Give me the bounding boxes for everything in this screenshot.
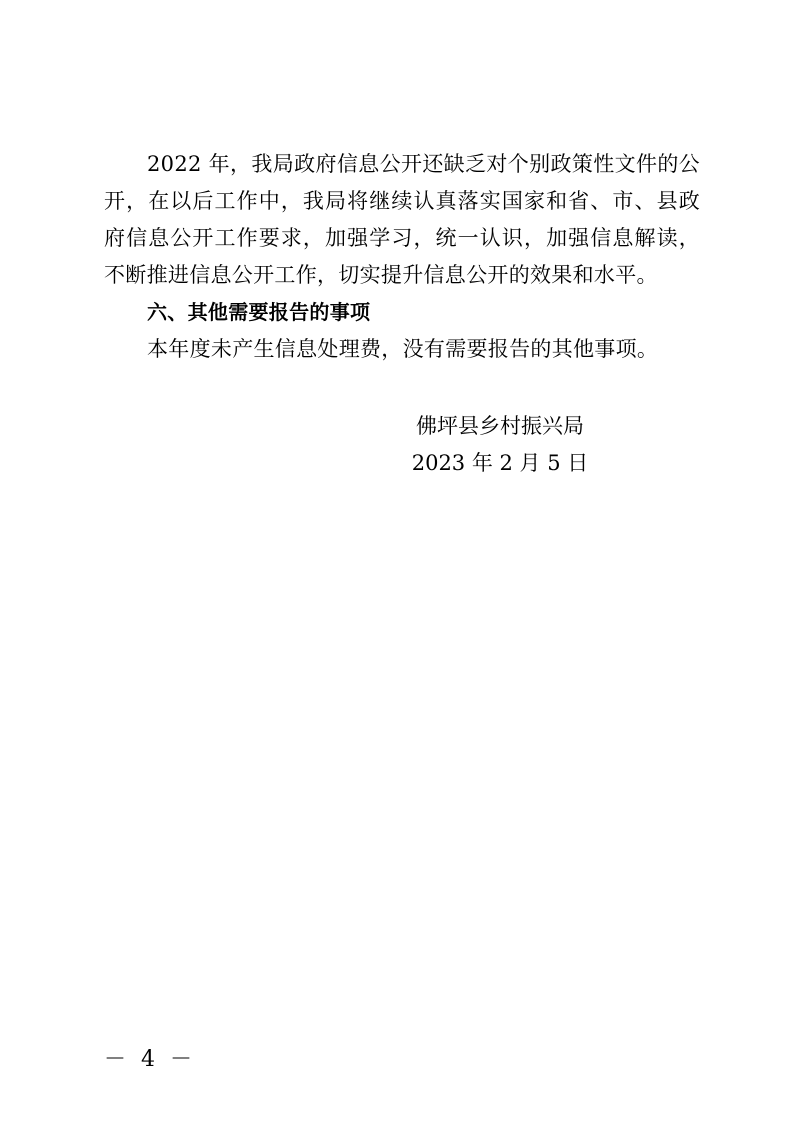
page-number: － 4 － (104, 1047, 196, 1072)
paragraph-other-matters: 本年度未产生信息处理费，没有需要报告的其他事项。 (147, 337, 659, 361)
section-heading-other-matters: 六、其他需要报告的事项 (147, 300, 371, 324)
document-body (104, 146, 700, 368)
signature-date: 2023 年 2 月 5 日 (411, 451, 589, 475)
signature-block (400, 408, 600, 482)
signature-organization: 佛坪县乡村振兴局 (416, 414, 584, 438)
paragraph-disclosure-summary: 2022 年，我局政府信息公开还缺乏对个别政策性文件的公开，在以后工作中，我局将继续认真落实国家和省、市、县政府信息公开工作要求，加强学习，统一认识，加强信息解读，不断推进信息公开工作，切实提升信息公开的效果和水平。 (104, 152, 700, 287)
